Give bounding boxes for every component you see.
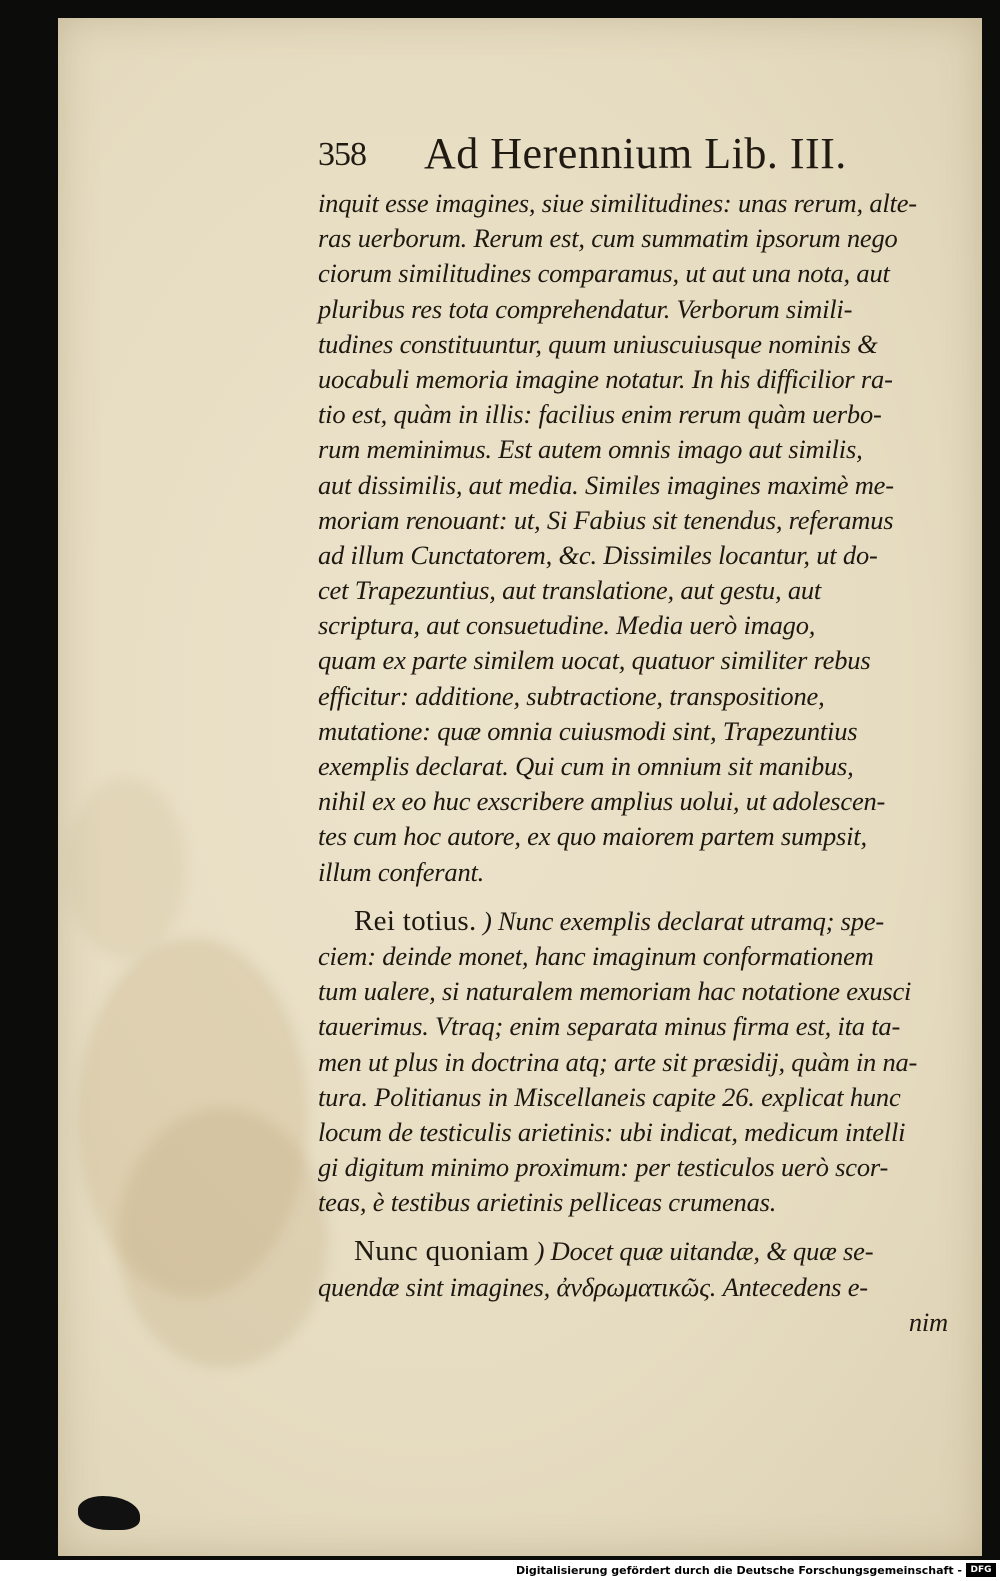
water-stain: [66, 778, 186, 958]
catchword: nim: [908, 1306, 948, 1337]
text-line: gi digitum minimo proximum: per testiculos uerò scor-: [318, 1152, 889, 1183]
text-line: teas, è testibus arietinis pelliceas crumenas.: [318, 1187, 777, 1218]
text-line: mutatione: quæ omnia cuiusmodi sint, Trapezuntius: [318, 715, 858, 746]
lemma: Rei totius.: [354, 904, 477, 937]
text-line: pluribus res tota comprehendatur. Verborum simili-: [318, 293, 853, 324]
text-line: exemplis declarat. Qui cum in omnium sit manibus,: [318, 751, 854, 781]
running-title: Ad Herennium Lib. III.: [424, 129, 847, 178]
funding-notice: Digitalisierung gefördert durch die Deutsche Forschungsgemeinschaft -: [515, 1564, 962, 1577]
text-line: men ut plus in doctrina atq; arte sit præsidij, quàm in na-: [318, 1046, 918, 1077]
text-line: moriam renouant: ut, Si Fabius sit tenendus, referamus: [318, 504, 894, 535]
text-line: aut dissimilis, aut media. Similes imagines maximè me-: [318, 469, 894, 500]
dfg-logo: DFG: [966, 1563, 996, 1577]
text-line: ras uerborum. Rerum est, cum summatim ipsorum nego: [318, 223, 898, 254]
text-line: uocabuli memoria imagine notatur. In his difficilior ra-: [318, 363, 893, 394]
page-header: [318, 128, 878, 184]
text-line: efficitur: additione, subtractione, transpositione,: [318, 680, 825, 711]
page-number: 358: [318, 136, 366, 173]
digitization-footer: [0, 1560, 1000, 1581]
text-line: tio est, quàm in illis: facilius enim rerum quàm uerbo-: [318, 399, 882, 430]
text-line: ciem: deinde monet, hanc imaginum conformationem: [318, 940, 874, 971]
text-fragment: ) Nunc exemplis declarat utramq; spe-: [482, 905, 885, 936]
lemma: Nunc quoniam: [354, 1235, 530, 1268]
text-line: quendæ sint imagines, ἀνδρωματικῶς. Antecedens e-: [318, 1271, 868, 1302]
body-text: [318, 186, 948, 1340]
text-fragment: ) Docet quæ uitandæ, & quæ se-: [535, 1236, 874, 1267]
paragraph-start: [318, 904, 948, 939]
text-line: inquit esse imagines, siue similitudines: unas rerum, alte-: [318, 188, 917, 218]
text-line: tauerimus. Vtraq; enim separata minus firma est, ita ta-: [318, 1011, 901, 1042]
text-line: tura. Politianus in Miscellaneis capite 26. explicat hunc: [318, 1081, 901, 1112]
text-line: tum ualere, si naturalem memoriam hac notatione exusci: [318, 976, 912, 1007]
water-stain: [118, 1108, 328, 1368]
text-line: quam ex parte similem uocat, quatuor similiter rebus: [318, 645, 871, 676]
text-line: ad illum Cunctatorem, &c. Dissimiles locantur, ut do-: [318, 539, 878, 570]
text-line: cet Trapezuntius, aut translatione, aut gestu, aut: [318, 575, 822, 606]
text-line: tudines constituuntur, quum uniuscuiusque nominis &: [318, 328, 878, 359]
text-line: nihil ex eo huc exscribere amplius uolui, ut adolescen-: [318, 786, 886, 817]
text-line: tes cum hoc autore, ex quo maiorem partem sumpsit,: [318, 821, 867, 852]
text-line: ciorum similitudines comparamus, ut aut una nota, aut: [318, 258, 890, 289]
text-line: illum conferant.: [318, 856, 485, 887]
text-line: rum meminimus. Est autem omnis imago aut similis,: [318, 434, 863, 465]
text-line: scriptura, aut consuetudine. Media uerò imago,: [318, 610, 816, 641]
text-line: locum de testiculis arietinis: ubi indicat, medicum intelli: [318, 1116, 906, 1147]
paragraph-start: [318, 1234, 948, 1269]
